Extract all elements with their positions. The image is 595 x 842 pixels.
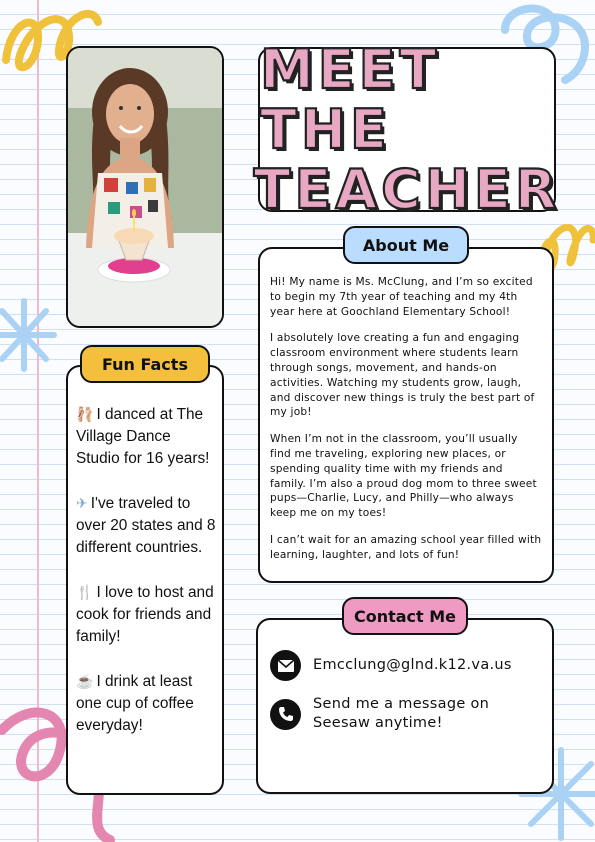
fun-fact-item (76, 581, 216, 648)
contact-card (256, 618, 554, 794)
about-card (258, 247, 554, 583)
fun-fact-text: I've traveled to over 20 states and 8 different countries. (76, 495, 216, 556)
airplane-icon: ✈ (76, 495, 88, 511)
fun-fact-text: I danced at The Village Dance Studio for 16 years! (76, 406, 210, 467)
contact-email[interactable]: Emcclung@glnd.k12.va.us (313, 657, 512, 673)
fun-fact-text: I love to host and cook for friends and family! (76, 584, 214, 645)
fun-fact-item (76, 403, 216, 470)
title-line-1: MEET THE (260, 37, 441, 161)
teacher-photo-illustration (68, 48, 224, 328)
contact-message: Send me a message on Seesaw anytime! (313, 696, 490, 731)
about-paragraph: I can’t wait for an amazing school year filled with learning, laughter, and lots of fun! (270, 533, 542, 561)
envelope-icon (270, 650, 301, 681)
ballet-shoes-icon: 🩰 (76, 406, 94, 422)
teacher-photo (66, 46, 224, 328)
about-text (270, 275, 542, 563)
title-line-2: TEACHER (253, 157, 561, 221)
about-paragraph: I absolutely love creating a fun and engaging classroom environment where students learn through songs, movement, and hands-on activities. Watching my students grow, laugh, and discover new things is truly the best part of my job! (270, 332, 535, 419)
fork-knife-icon: 🍴 (76, 584, 94, 600)
contact-heading: Contact Me (342, 597, 468, 635)
fun-facts-heading: Fun Facts (80, 345, 210, 383)
fun-fact-text: I drink at least one cup of coffee everyday! (76, 673, 194, 734)
fun-facts-card (66, 365, 224, 795)
contact-message-row (270, 695, 540, 733)
about-paragraph: Hi! My name is Ms. McClung, and I’m so excited to begin my 7th year of teaching and my 4th year here at Goochland Elementary School! (270, 276, 533, 318)
fun-fact-item (76, 492, 216, 559)
blue-starburst-left (0, 295, 60, 375)
about-paragraph: When I’m not in the classroom, you’ll usually find me traveling, exploring new places, or spending quality time with my friends and family. I’m also a proud dog mom to three sweet pups—Charlie, Lucy, and Philly—who always keep me on my toes! (270, 433, 537, 520)
fun-fact-item (76, 670, 216, 737)
phone-icon (270, 699, 301, 730)
title-card (253, 37, 561, 221)
about-heading: About Me (343, 226, 469, 264)
coffee-icon: ☕ (76, 673, 94, 689)
contact-email-row (270, 650, 540, 681)
